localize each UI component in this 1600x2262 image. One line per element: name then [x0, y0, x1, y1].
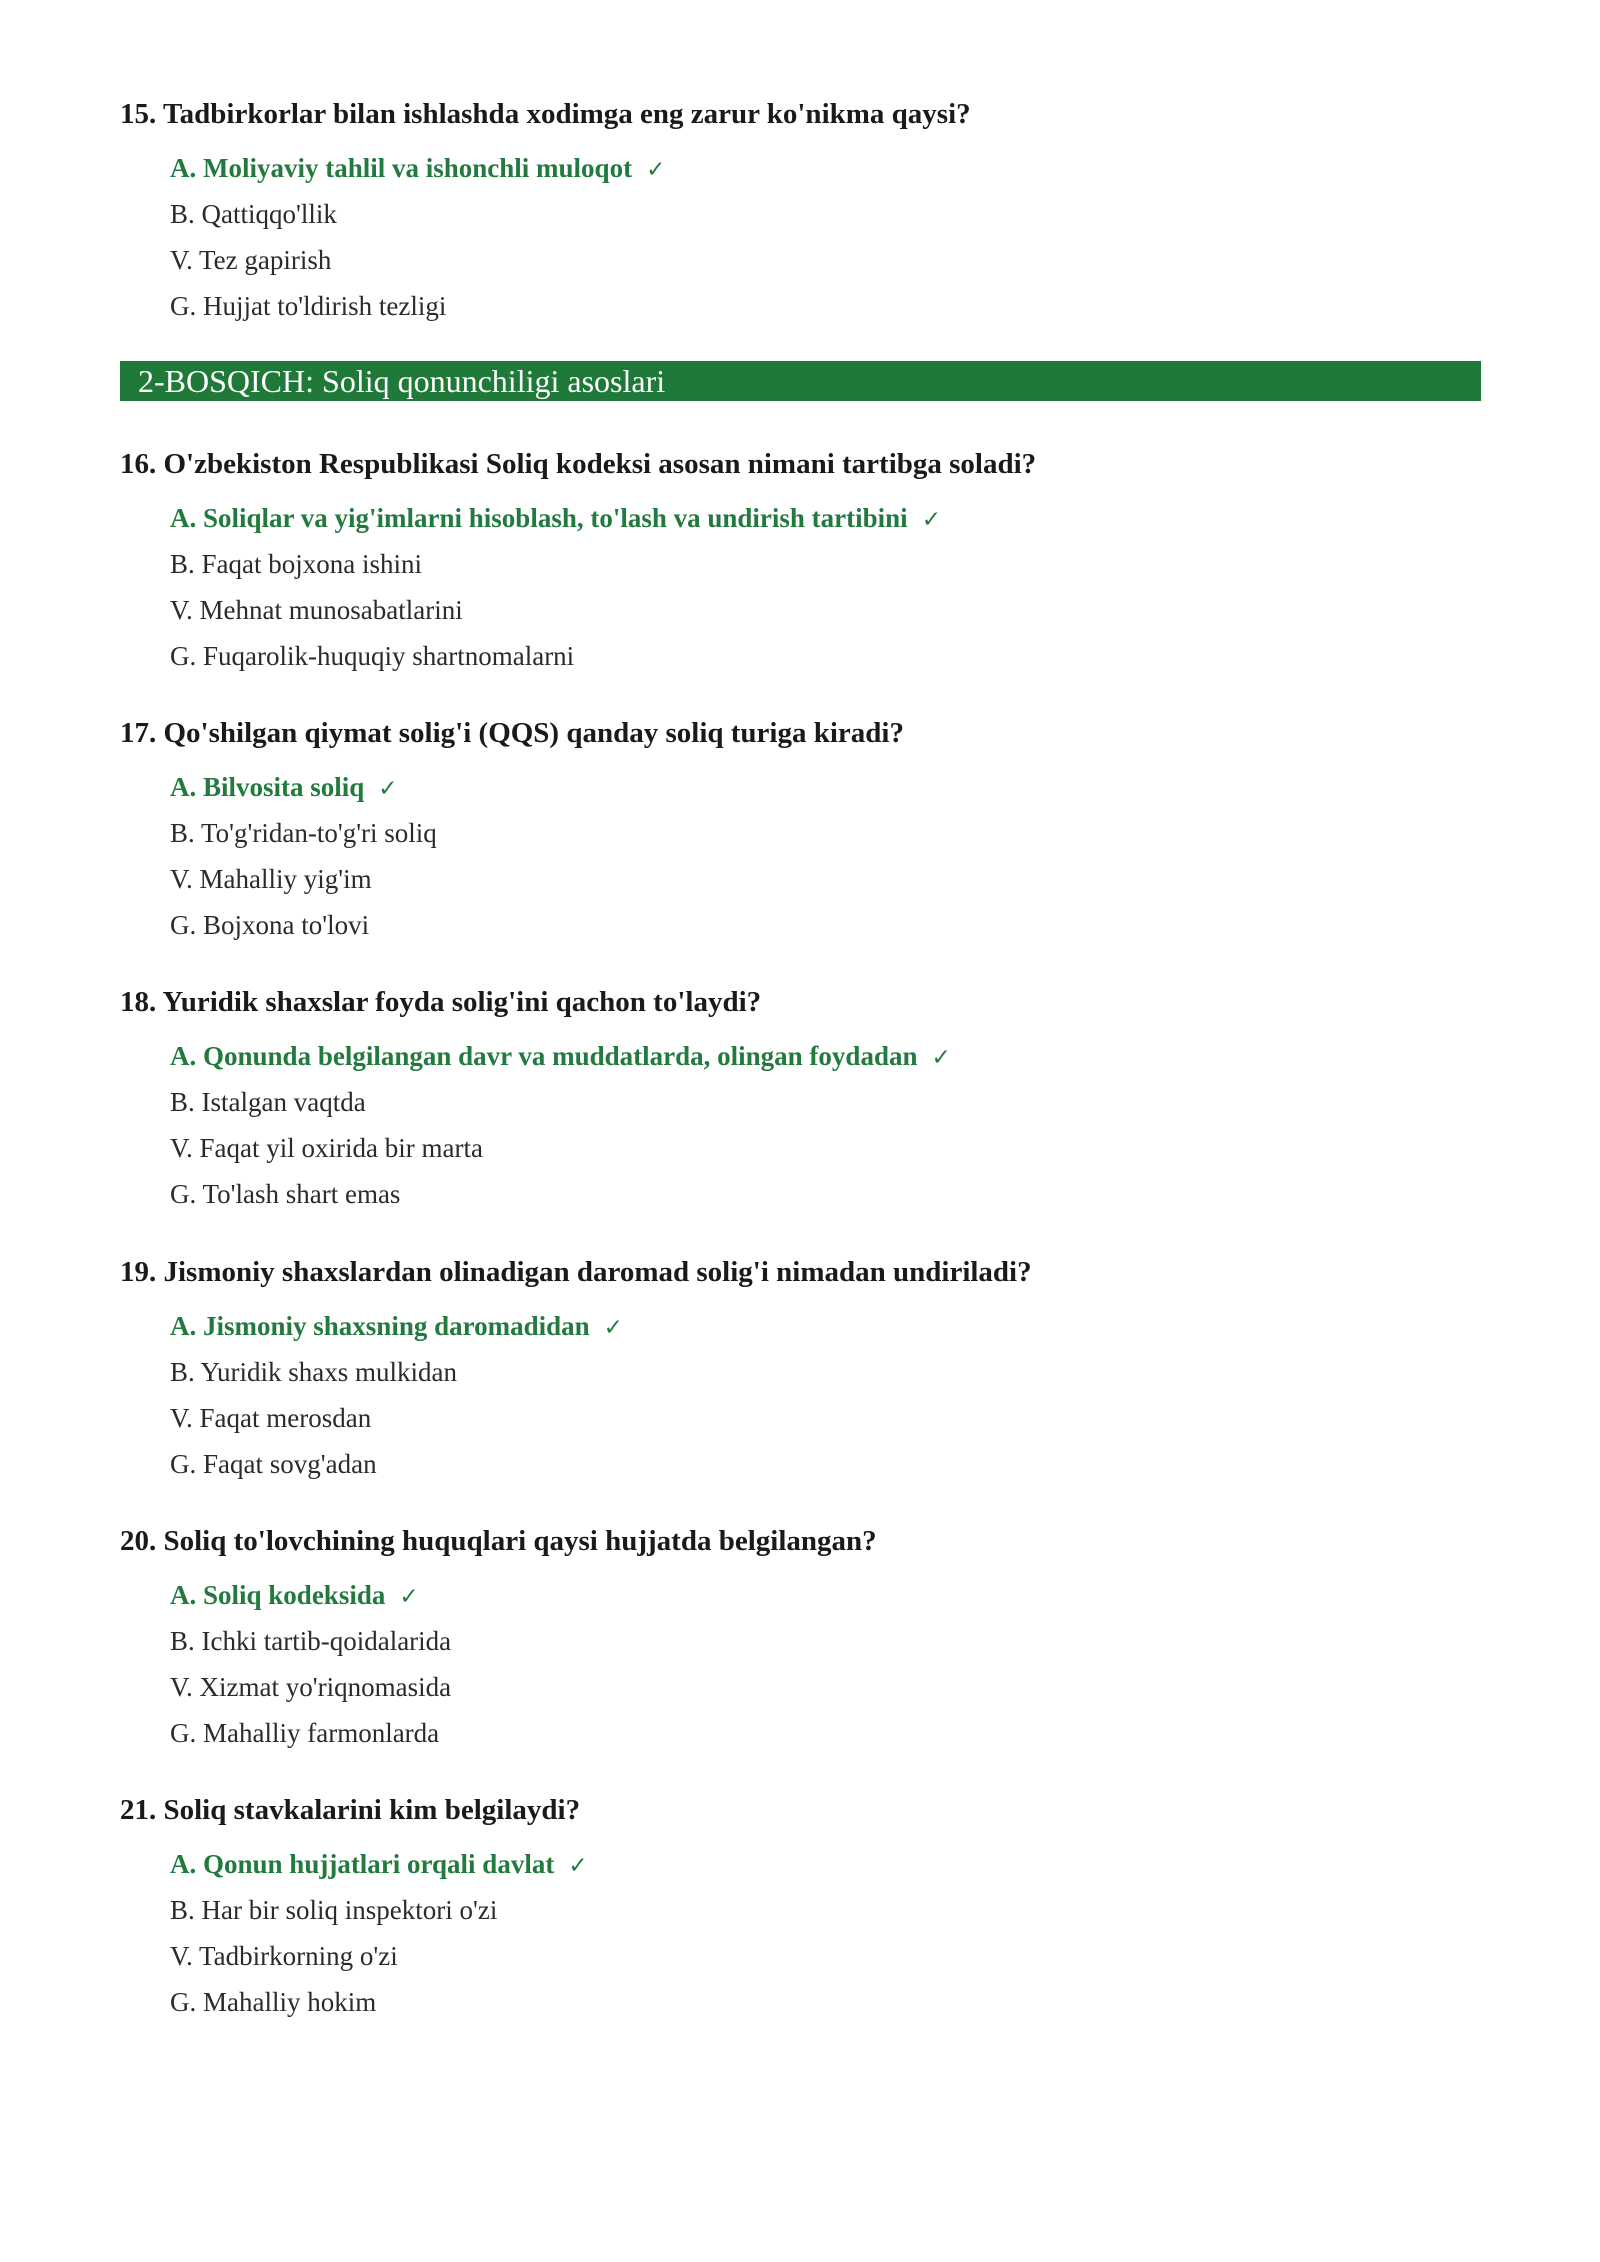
option-a-correct — [170, 495, 1480, 541]
check-icon: ✓ — [603, 1315, 623, 1341]
option-b: B. Ichki tartib-qoidalarida — [170, 1626, 452, 1656]
option-a-correct — [170, 764, 1480, 810]
option-a-correct — [170, 1841, 1480, 1887]
option-v: V. Faqat yil oxirida bir marta — [170, 1133, 483, 1163]
option-b: B. Yuridik shaxs mulkidan — [170, 1357, 457, 1387]
option-g: G. Mahalliy farmonlarda — [170, 1718, 440, 1748]
option-g: G. Fuqarolik-huquqiy shartnomalarni — [170, 641, 575, 671]
option-g: G. To'lash shart emas — [170, 1179, 401, 1209]
question-17 — [120, 713, 1480, 948]
question-text: 19. Jismoniy shaxslardan olinadigan daromad solig'i nimadan undiriladi? — [120, 1256, 1032, 1288]
option-a-correct — [170, 1303, 1480, 1349]
option-b: B. Faqat bojxona ishini — [170, 549, 422, 579]
question-text: 15. Tadbirkorlar bilan ishlashda xodimga eng zarur ko'nikma qaysi? — [120, 98, 971, 130]
option-label: A. Soliq kodeksida — [170, 1580, 386, 1610]
option-v: V. Tadbirkorning o'zi — [170, 1941, 398, 1971]
option-v: V. Mahalliy yig'im — [170, 864, 372, 894]
question-text: 17. Qo'shilgan qiymat solig'i (QQS) qanday soliq turiga kiradi? — [120, 717, 904, 749]
question-18 — [120, 982, 1480, 1217]
question-text: 18. Yuridik shaxslar foyda solig'ini qachon to'laydi? — [120, 986, 762, 1018]
option-b: B. Istalgan vaqtda — [170, 1087, 366, 1117]
section-banner — [120, 361, 1481, 401]
option-v: V. Tez gapirish — [170, 245, 332, 275]
option-g: G. Faqat sovg'adan — [170, 1449, 377, 1479]
option-v: V. Faqat merosdan — [170, 1403, 372, 1433]
option-v: V. Mehnat munosabatlarini — [170, 595, 463, 625]
check-icon: ✓ — [399, 1584, 419, 1610]
option-a-correct — [170, 145, 1480, 191]
check-icon: ✓ — [568, 1853, 588, 1879]
question-text: 20. Soliq to'lovchining huquqlari qaysi hujjatda belgilangan? — [120, 1525, 877, 1557]
section-title: 2-BOSQICH: Soliq qonunchiligi asoslari — [138, 363, 666, 399]
check-icon: ✓ — [921, 507, 941, 533]
option-label: A. Soliqlar va yig'imlarni hisoblash, to'lash va undirish tartibini — [170, 503, 908, 533]
option-label: A. Qonunda belgilangan davr va muddatlarda, olingan foydadan — [170, 1041, 918, 1071]
check-icon: ✓ — [378, 776, 398, 802]
check-icon: ✓ — [931, 1045, 951, 1071]
option-b: B. Har bir soliq inspektori o'zi — [170, 1895, 498, 1925]
question-15 — [120, 94, 1480, 329]
question-20 — [120, 1521, 1480, 1756]
option-label: A. Bilvosita soliq — [170, 772, 365, 802]
check-icon: ✓ — [646, 157, 666, 183]
option-label: A. Qonun hujjatlari orqali davlat — [170, 1849, 555, 1879]
option-label: A. Moliyaviy tahlil va ishonchli muloqot — [170, 153, 633, 183]
option-g: G. Bojxona to'lovi — [170, 910, 370, 940]
option-label: A. Jismoniy shaxsning daromadidan — [170, 1311, 590, 1341]
question-19 — [120, 1252, 1480, 1487]
option-g: G. Hujjat to'ldirish tezligi — [170, 291, 447, 321]
question-text: 16. O'zbekiston Respublikasi Soliq kodeksi asosan nimani tartibga soladi? — [120, 448, 1037, 480]
option-b: B. Qattiqqo'llik — [170, 199, 337, 229]
question-text: 21. Soliq stavkalarini kim belgilaydi? — [120, 1794, 581, 1826]
question-16 — [120, 444, 1480, 679]
question-21 — [120, 1790, 1480, 2025]
option-a-correct — [170, 1572, 1480, 1618]
option-a-correct — [170, 1033, 1480, 1079]
option-v: V. Xizmat yo'riqnomasida — [170, 1672, 452, 1702]
option-b: B. To'g'ridan-to'g'ri soliq — [170, 818, 437, 848]
option-g: G. Mahalliy hokim — [170, 1987, 377, 2017]
